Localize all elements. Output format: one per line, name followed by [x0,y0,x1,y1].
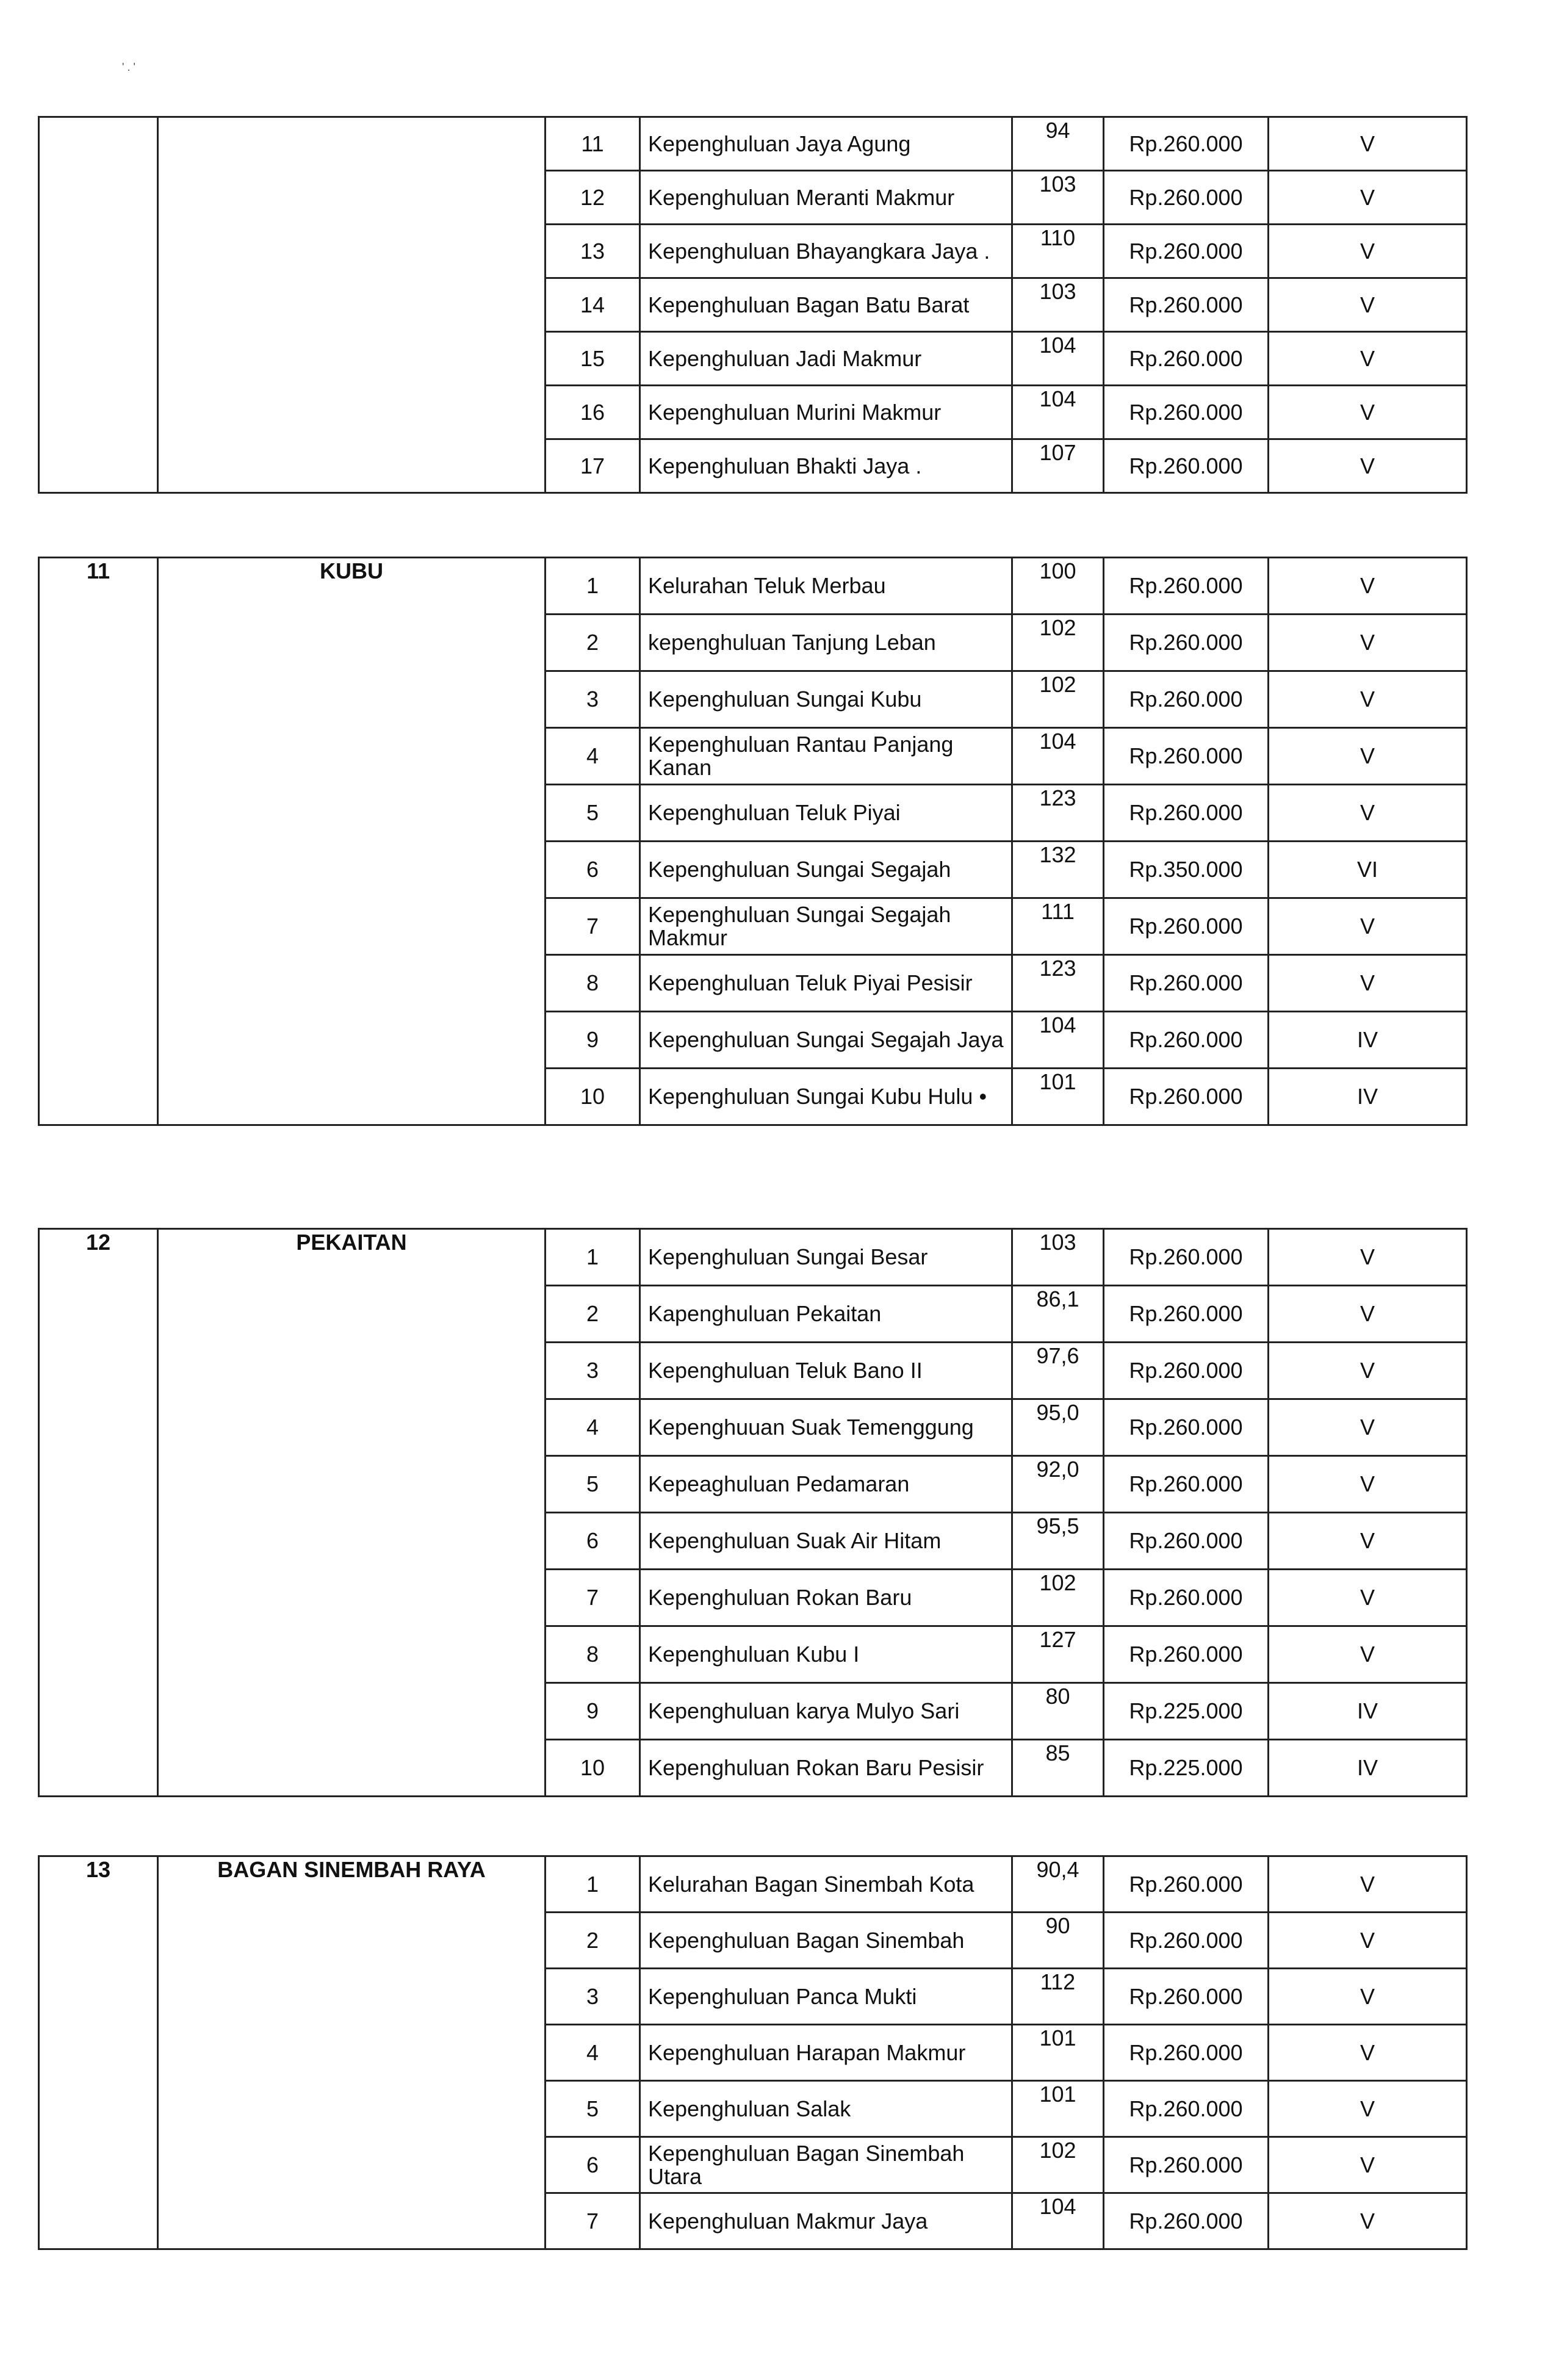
row-number: 1 [546,558,640,615]
village-name: Kepenghuluan Salak [640,2081,1012,2137]
table-row [39,1856,1467,1913]
class-value: V [1269,558,1467,615]
rate-value: Rp.260.000 [1104,1513,1269,1570]
row-number: 2 [546,1913,640,1969]
kecamatan-table [38,1228,1468,1797]
class-value: V [1269,671,1467,728]
village-name: Kepenghuluan Sungai Segajah Jaya [640,1012,1012,1069]
area-value: 94 [1012,117,1104,171]
row-number: 7 [546,898,640,955]
rate-value: Rp.260.000 [1104,386,1269,439]
village-name: Kelurahan Teluk Merbau [640,558,1012,615]
area-value: 97,6 [1012,1343,1104,1399]
class-value: V [1269,2081,1467,2137]
row-number: 10 [546,1740,640,1797]
area-value: 132 [1012,842,1104,898]
rate-value: Rp.260.000 [1104,1913,1269,1969]
area-value: 104 [1012,2193,1104,2249]
area-value: 101 [1012,1069,1104,1125]
village-name: Kepenghuluan Bhayangkara Jaya . [640,225,1012,278]
class-value: V [1269,225,1467,278]
rate-value: Rp.260.000 [1104,615,1269,671]
village-name: Kepenghuluan Bagan Sinembah [640,1913,1012,1969]
rate-value: Rp.260.000 [1104,439,1269,493]
village-name: Kepenghuluan Sungai Segajah [640,842,1012,898]
class-value: V [1269,1969,1467,2025]
area-value: 110 [1012,225,1104,278]
class-value: V [1269,785,1467,842]
area-value: 112 [1012,1969,1104,2025]
row-number: 1 [546,1856,640,1913]
row-number: 1 [546,1229,640,1286]
kecamatan-number: 12 [39,1229,158,1797]
row-number: 11 [546,117,640,171]
rate-value: Rp.260.000 [1104,2081,1269,2137]
village-name: kepenghuluan Tanjung Leban [640,615,1012,671]
area-value: 103 [1012,1229,1104,1286]
village-name: Kepenghuluan Jadi Makmur [640,332,1012,386]
section-table-continuation [38,116,1466,494]
village-name: Kepenghuluan Rantau Panjang Kanan [640,728,1012,785]
kecamatan-name: BAGAN SINEMBAH RAYA [158,1856,546,2249]
rate-value: Rp.260.000 [1104,1626,1269,1683]
rate-value: Rp.350.000 [1104,842,1269,898]
class-value: V [1269,1856,1467,1913]
class-value: IV [1269,1069,1467,1125]
village-name: Kepenghuluan Sungai Kubu [640,671,1012,728]
row-number: 8 [546,1626,640,1683]
area-value: 111 [1012,898,1104,955]
row-number: 6 [546,2137,640,2193]
row-number: 7 [546,2193,640,2249]
row-number: 10 [546,1069,640,1125]
rate-value: Rp.260.000 [1104,2137,1269,2193]
class-value: V [1269,171,1467,225]
class-value: V [1269,2193,1467,2249]
class-value: V [1269,278,1467,332]
area-value: 104 [1012,728,1104,785]
row-number: 5 [546,1456,640,1513]
area-value: 86,1 [1012,1286,1104,1343]
village-name: Kepeaghuluan Pedamaran [640,1456,1012,1513]
row-number: 6 [546,1513,640,1570]
rate-value: Rp.260.000 [1104,225,1269,278]
village-name: Kepenghuluan Harapan Makmur [640,2025,1012,2081]
scan-marks: ' . ' [122,61,135,73]
table-row [39,1229,1467,1286]
rate-value: Rp.260.000 [1104,1012,1269,1069]
class-value: VI [1269,842,1467,898]
class-value: V [1269,2025,1467,2081]
row-number: 2 [546,615,640,671]
village-name: Kepenghuluan Murini Makmur [640,386,1012,439]
rate-value: Rp.260.000 [1104,785,1269,842]
row-number: 7 [546,1570,640,1626]
kecamatan-number: 11 [39,558,158,1125]
area-value: 102 [1012,1570,1104,1626]
area-value: 102 [1012,2137,1104,2193]
section-table-kubu [38,557,1466,1126]
rate-value: Rp.260.000 [1104,955,1269,1012]
village-name: Kepenghuluan Makmur Jaya [640,2193,1012,2249]
row-number: 9 [546,1683,640,1740]
class-value: V [1269,1343,1467,1399]
class-value: V [1269,1399,1467,1456]
class-value: IV [1269,1012,1467,1069]
rate-value: Rp.225.000 [1104,1740,1269,1797]
village-name: Kepenghuluan Teluk Bano II [640,1343,1012,1399]
area-value: 127 [1012,1626,1104,1683]
row-number: 5 [546,785,640,842]
class-value: V [1269,728,1467,785]
area-value: 102 [1012,615,1104,671]
village-name: Kepenghuluan Jaya Agung [640,117,1012,171]
area-value: 80 [1012,1683,1104,1740]
kecamatan-number: 13 [39,1856,158,2249]
village-name: Kepenghuluan Sungai Besar [640,1229,1012,1286]
rate-value: Rp.260.000 [1104,898,1269,955]
rate-value: Rp.260.000 [1104,117,1269,171]
kecamatan-name: KUBU [158,558,546,1125]
area-value: 104 [1012,386,1104,439]
area-value: 102 [1012,671,1104,728]
row-number: 9 [546,1012,640,1069]
rate-value: Rp.260.000 [1104,1343,1269,1399]
area-value: 104 [1012,1012,1104,1069]
kecamatan-table [38,557,1468,1126]
village-name: Kepenghuluan Sungai Kubu Hulu • [640,1069,1012,1125]
row-number: 13 [546,225,640,278]
village-name: Kepenghuluan Kubu I [640,1626,1012,1683]
class-value: V [1269,2137,1467,2193]
table-row [39,117,1467,171]
row-number: 3 [546,1343,640,1399]
village-name: Kepenghuluan Sungai Segajah Makmur [640,898,1012,955]
village-name: Kapenghuluan Pekaitan [640,1286,1012,1343]
class-value: V [1269,1229,1467,1286]
class-value: V [1269,332,1467,386]
rate-value: Rp.260.000 [1104,671,1269,728]
rate-value: Rp.260.000 [1104,1229,1269,1286]
village-name: Kepenghuluan Bagan Sinembah Utara [640,2137,1012,2193]
class-value: V [1269,1286,1467,1343]
row-number: 4 [546,1399,640,1456]
row-number: 12 [546,171,640,225]
area-value: 95,0 [1012,1399,1104,1456]
class-value: V [1269,1913,1467,1969]
village-name: Kepenghuluan Meranti Makmur [640,171,1012,225]
rate-value: Rp.260.000 [1104,558,1269,615]
class-value: V [1269,955,1467,1012]
rate-value: Rp.260.000 [1104,1456,1269,1513]
row-number: 2 [546,1286,640,1343]
area-value: 107 [1012,439,1104,493]
section-table-bagan-sinembah-raya [38,1855,1466,2250]
village-name: Kepenghuluan Teluk Piyai [640,785,1012,842]
row-number: 8 [546,955,640,1012]
class-value: V [1269,1570,1467,1626]
rate-value: Rp.260.000 [1104,1069,1269,1125]
section-table-pekaitan [38,1228,1466,1797]
village-name: Kepenghuluan Rokan Baru Pesisir [640,1740,1012,1797]
row-number: 14 [546,278,640,332]
kecamatan-name [158,117,546,493]
row-number: 3 [546,671,640,728]
village-name: Kepenghuluan Teluk Piyai Pesisir [640,955,1012,1012]
row-number: 3 [546,1969,640,2025]
rate-value: Rp.260.000 [1104,2193,1269,2249]
rate-value: Rp.260.000 [1104,1969,1269,2025]
village-name: Kepenghuluan Bagan Batu Barat [640,278,1012,332]
rate-value: Rp.260.000 [1104,332,1269,386]
row-number: 17 [546,439,640,493]
rate-value: Rp.260.000 [1104,728,1269,785]
class-value: V [1269,1513,1467,1570]
rate-value: Rp.260.000 [1104,1286,1269,1343]
rate-value: Rp.260.000 [1104,1856,1269,1913]
rate-value: Rp.260.000 [1104,171,1269,225]
row-number: 15 [546,332,640,386]
class-value: V [1269,898,1467,955]
row-number: 6 [546,842,640,898]
area-value: 101 [1012,2081,1104,2137]
area-value: 85 [1012,1740,1104,1797]
area-value: 104 [1012,332,1104,386]
kecamatan-name: PEKAITAN [158,1229,546,1797]
kecamatan-number [39,117,158,493]
rate-value: Rp.260.000 [1104,1570,1269,1626]
area-value: 103 [1012,278,1104,332]
class-value: V [1269,439,1467,493]
village-name: Kepenghuuan Suak Temenggung [640,1399,1012,1456]
village-name: Kepenghuluan Rokan Baru [640,1570,1012,1626]
village-name: Kepenghuluan Bhakti Jaya . [640,439,1012,493]
kecamatan-table [38,1855,1468,2250]
class-value: V [1269,1626,1467,1683]
area-value: 101 [1012,2025,1104,2081]
area-value: 123 [1012,955,1104,1012]
row-number: 4 [546,728,640,785]
village-name: Kepenghuluan Suak Air Hitam [640,1513,1012,1570]
village-name: Kelurahan Bagan Sinembah Kota [640,1856,1012,1913]
village-name: Kepenghuluan karya Mulyo Sari [640,1683,1012,1740]
area-value: 92,0 [1012,1456,1104,1513]
area-value: 90,4 [1012,1856,1104,1913]
class-value: IV [1269,1683,1467,1740]
row-number: 5 [546,2081,640,2137]
kecamatan-table [38,116,1468,494]
rate-value: Rp.260.000 [1104,278,1269,332]
area-value: 123 [1012,785,1104,842]
rate-value: Rp.260.000 [1104,2025,1269,2081]
class-value: V [1269,1456,1467,1513]
area-value: 103 [1012,171,1104,225]
class-value: V [1269,117,1467,171]
row-number: 16 [546,386,640,439]
row-number: 4 [546,2025,640,2081]
area-value: 95,5 [1012,1513,1104,1570]
class-value: IV [1269,1740,1467,1797]
class-value: V [1269,615,1467,671]
rate-value: Rp.225.000 [1104,1683,1269,1740]
village-name: Kepenghuluan Panca Mukti [640,1969,1012,2025]
area-value: 100 [1012,558,1104,615]
area-value: 90 [1012,1913,1104,1969]
table-row [39,558,1467,615]
class-value: V [1269,386,1467,439]
rate-value: Rp.260.000 [1104,1399,1269,1456]
